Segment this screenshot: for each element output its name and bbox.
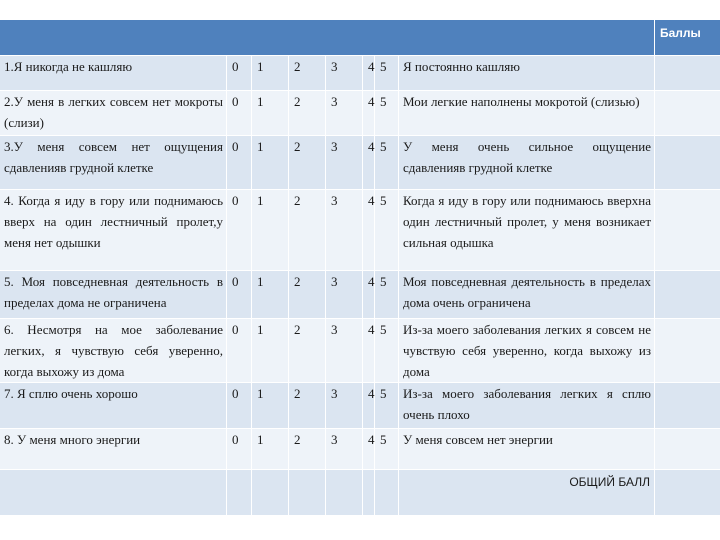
score-option[interactable]: 5 (374, 319, 398, 383)
score-option[interactable]: 3 (325, 91, 362, 136)
statement-left: 8. У меня много энергии (0, 429, 226, 470)
statement-left: 6. Несмотря на мое заболевание легких, я чувствую себя уверенно, когда выхожу из дома (0, 319, 226, 383)
score-option[interactable]: 4 (362, 56, 374, 91)
header-row (0, 20, 720, 56)
statement-right: Когда я иду в гору или поднимаюсь вверхна один лестничный пролет, у меня возникает сильная одышка (398, 190, 654, 271)
score-option[interactable]: 0 (226, 271, 251, 319)
score-option[interactable]: 1 (251, 429, 288, 470)
score-option[interactable]: 3 (325, 56, 362, 91)
table-row (0, 429, 720, 470)
statement-right: Из-за моего заболевания легких я сплю очень плохо (398, 383, 654, 429)
score-option[interactable]: 2 (288, 56, 325, 91)
score-option[interactable]: 5 (374, 136, 398, 190)
score-option[interactable]: 4 (362, 190, 374, 271)
score-option[interactable]: 1 (251, 91, 288, 136)
statement-right: Мои легкие наполнены мокротой (слизью) (398, 91, 654, 136)
score-option[interactable]: 3 (325, 319, 362, 383)
statement-left: 5. Моя повседневная деятельность в пределах дома не ограничена (0, 271, 226, 319)
score-option[interactable]: 3 (325, 429, 362, 470)
score-option[interactable]: 4 (362, 429, 374, 470)
score-cell[interactable] (654, 136, 720, 190)
score-option[interactable]: 0 (226, 91, 251, 136)
score-cell[interactable] (654, 56, 720, 91)
score-cell[interactable] (654, 190, 720, 271)
score-option[interactable]: 5 (374, 271, 398, 319)
header-blank-cell (0, 20, 654, 56)
statement-right: У меня очень сильное ощущение сдавленияв грудной клетке (398, 136, 654, 190)
score-option[interactable]: 0 (226, 383, 251, 429)
statement-left: 3.У меня совсем нет ощущения сдавленияв грудной клетке (0, 136, 226, 190)
score-option[interactable]: 3 (325, 136, 362, 190)
score-option[interactable]: 5 (374, 383, 398, 429)
score-cell[interactable] (654, 319, 720, 383)
questionnaire-table (0, 20, 720, 516)
score-option[interactable]: 2 (288, 190, 325, 271)
score-cell[interactable] (654, 91, 720, 136)
statement-left: 1.Я никогда не кашляю (0, 56, 226, 91)
score-option[interactable]: 1 (251, 319, 288, 383)
total-score-cell (654, 470, 720, 516)
score-option[interactable]: 5 (374, 429, 398, 470)
table-row (0, 319, 720, 383)
score-option[interactable]: 0 (226, 56, 251, 91)
score-option[interactable]: 0 (226, 429, 251, 470)
table-row (0, 56, 720, 91)
score-cell[interactable] (654, 271, 720, 319)
score-option[interactable]: 4 (362, 319, 374, 383)
table-row (0, 383, 720, 429)
score-cell[interactable] (654, 383, 720, 429)
score-option[interactable]: 1 (251, 271, 288, 319)
score-option[interactable]: 2 (288, 136, 325, 190)
score-option[interactable]: 4 (362, 383, 374, 429)
score-option[interactable]: 1 (251, 136, 288, 190)
score-column-header: Баллы (654, 20, 720, 56)
score-option[interactable]: 5 (374, 190, 398, 271)
score-option[interactable]: 5 (374, 56, 398, 91)
score-option[interactable]: 3 (325, 271, 362, 319)
score-cell[interactable] (654, 429, 720, 470)
score-option[interactable]: 5 (374, 91, 398, 136)
score-option[interactable]: 0 (226, 319, 251, 383)
table-row (0, 271, 720, 319)
score-option[interactable]: 4 (362, 136, 374, 190)
score-option[interactable]: 0 (226, 136, 251, 190)
table-row (0, 190, 720, 271)
statement-right: Я постоянно кашляю (398, 56, 654, 91)
statement-right: У меня совсем нет энергии (398, 429, 654, 470)
score-option[interactable]: 2 (288, 91, 325, 136)
score-option[interactable]: 4 (362, 91, 374, 136)
score-option[interactable]: 0 (226, 190, 251, 271)
statement-right: Из-за моего заболевания легких я совсем не чувствую себя уверенно, когда выхожу из дома (398, 319, 654, 383)
table-row (0, 136, 720, 190)
score-option[interactable]: 3 (325, 383, 362, 429)
statement-left: 2.У меня в легких совсем нет мокроты (слизи) (0, 91, 226, 136)
table-row (0, 91, 720, 136)
score-option[interactable]: 2 (288, 383, 325, 429)
statement-left: 4. Когда я иду в гору или поднимаюсь вверх на один лестничный пролет,у меня нет одышки (0, 190, 226, 271)
total-label: ОБЩИЙ БАЛЛ (398, 470, 654, 516)
score-option[interactable]: 3 (325, 190, 362, 271)
statement-left: 7. Я сплю очень хорошо (0, 383, 226, 429)
score-option[interactable]: 2 (288, 271, 325, 319)
score-option[interactable]: 4 (362, 271, 374, 319)
score-option[interactable]: 1 (251, 383, 288, 429)
score-option[interactable]: 1 (251, 190, 288, 271)
total-blank-cell (0, 470, 226, 516)
score-option[interactable]: 2 (288, 429, 325, 470)
statement-right: Моя повседневная деятельность в пределах дома очень ограничена (398, 271, 654, 319)
score-option[interactable]: 1 (251, 56, 288, 91)
total-row (0, 470, 720, 516)
score-option[interactable]: 2 (288, 319, 325, 383)
